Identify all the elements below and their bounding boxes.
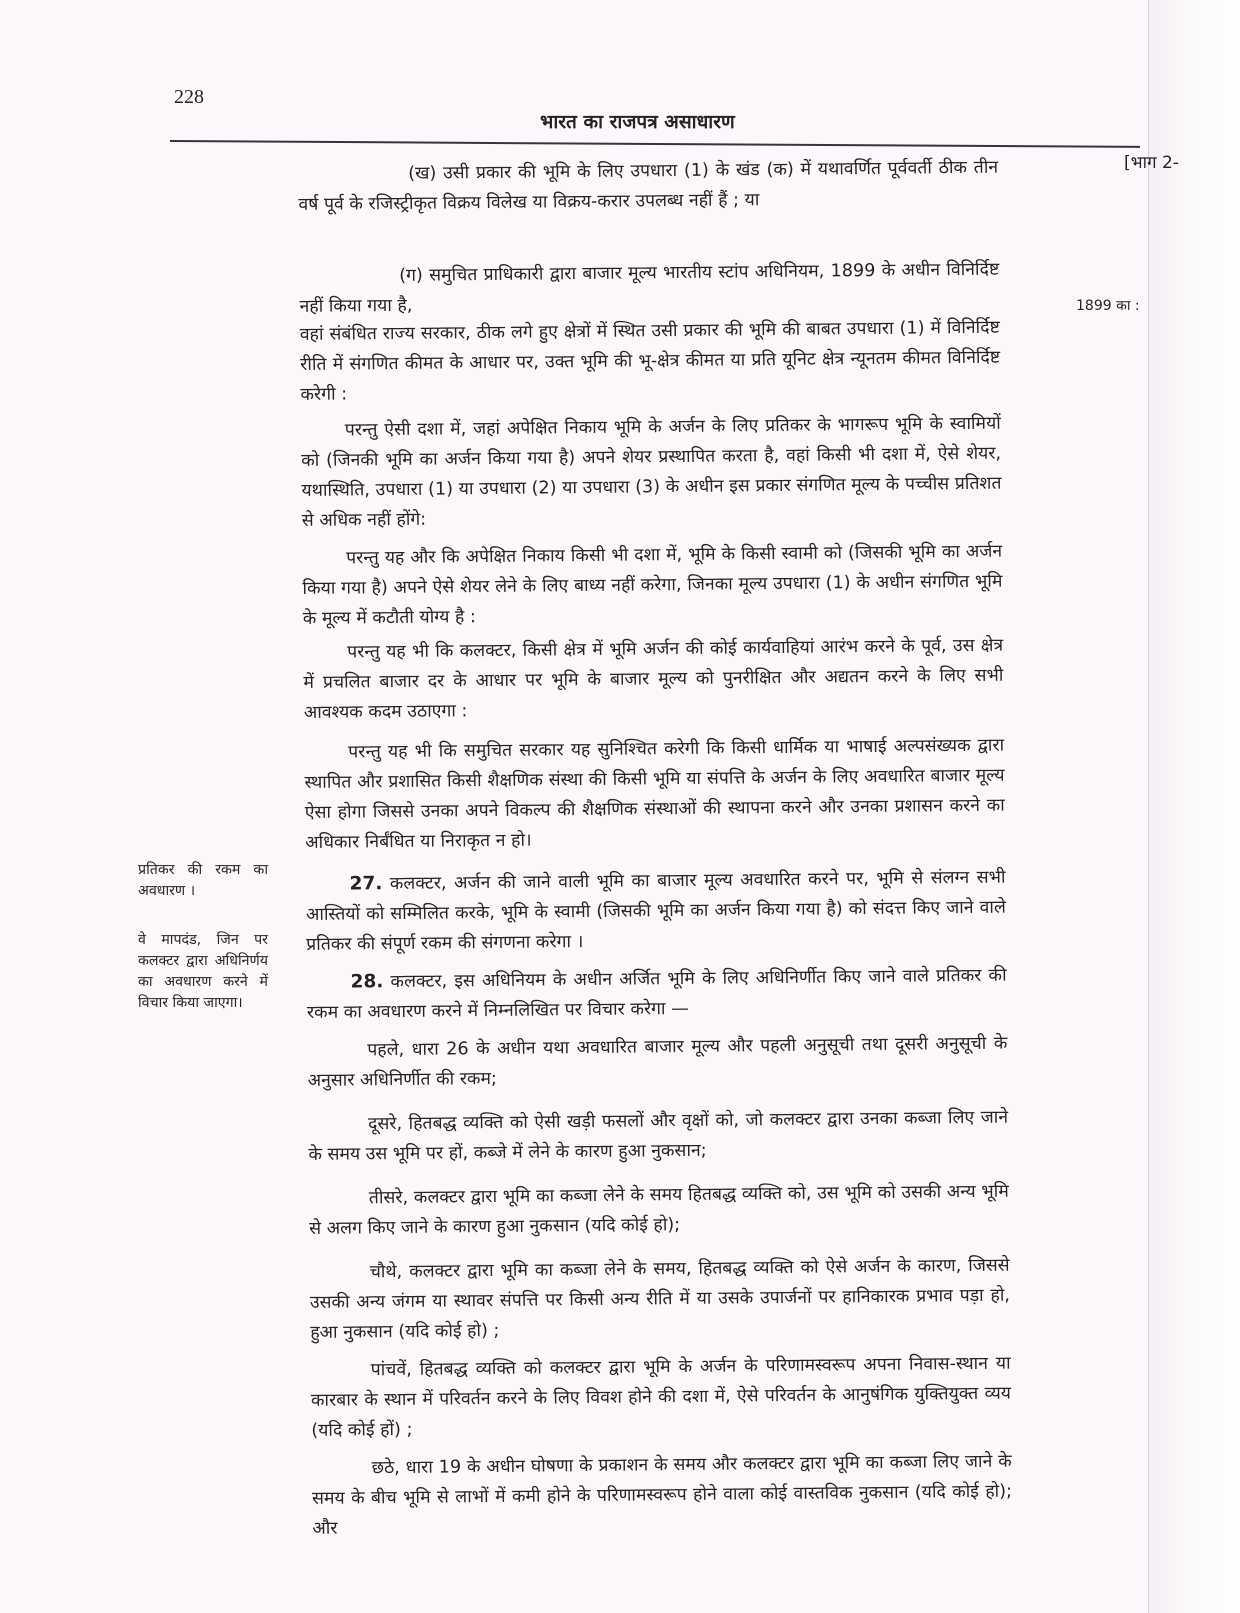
side-note-compensation: प्रतिकर की रकम का अवधारण । — [138, 862, 268, 899]
scan-edge-shadow — [1148, 0, 1240, 1613]
clause-ga: (ग) समुचित प्राधिकारी द्वारा बाजार मूल्य भारतीय स्टांप अधिनियम, 1899 के अधीन विनिर्दिष्ट नहीं किया गया है, — [299, 259, 1000, 317]
proviso-collector-revise: परन्तु यह भी कि कलक्टर, किसी क्षेत्र में भूमि अर्जन की कोई कार्यवाहियां आरंभ करने के पूर्व, उस क्षेत्र में प्रचलित बाजार दर के आधार पर भूमि के बाजार मूल्य को पुनरीक्षित और अद्यतन करने के लिए सभी आवश्यक कदम उठाएगा : — [303, 635, 1004, 723]
item-third: तीसरे, कलक्टर द्वारा भूमि का कब्जा लेने के समय हितबद्ध व्यक्ति को, उस भूमि को उसकी अन्य भूमि से अलग किए जाने के कारण हुआ नुकसान (यदि कोई हो); — [309, 1181, 1009, 1239]
paragraph-state-govt: वहां संबंधित राज्य सरकार, ठीक लगे हुए क्षेत्रों में स्थित उसी प्रकार की भूमि की बाबत उपधारा (1) में विनिर्दिष्ट रीति में संगणित कीमत के आधार पर, उक्त भूमि की भू-क्षेत्र कीमत या प्रति यूनिट क्षेत्र न्यूनतम कीमत विनिर्दिष्ट करेगी : — [299, 317, 1001, 405]
item-fifth: पांचवें, हितबद्ध व्यक्ति को कलक्टर द्वारा भूमि के अर्जन के परिणामस्वरूप अपना निवास-स्थान या कारबार के स्थान में परिवर्तन करने के लिए विवश होने की दशा में, ऐसे परिवर्तन के आनुषंगिक युक्तियुक्त व्यय (यदि कोई हों) ; — [310, 1353, 1012, 1441]
item-fourth: चौथे, कलक्टर द्वारा भूमि का कब्जा लेने के समय, हितबद्ध व्यक्ति को ऐसे अर्जन के कारण, जिससे उसकी अन्य जंगम या स्थावर संपत्ति पर किसी अन्य रीति में या उसके उपार्जनों पर हानिकारक प्रभाव पड़ा हो, हुआ नुकसान (यदि कोई हो) ; — [309, 1255, 1011, 1343]
page-number: 228 — [174, 86, 204, 108]
header-divider — [170, 140, 1140, 148]
section-28-number: 28. — [350, 971, 384, 993]
scan-edge-line — [1148, 0, 1149, 1613]
section-28 — [306, 961, 1007, 1028]
page-title: भारत का राजपत्र असाधारण — [540, 111, 735, 133]
margin-reference: 1899 का : — [1076, 298, 1140, 314]
clause-kha: (ख) उसी प्रकार की भूमि के लिए उपधारा (1) के खंड (क) में यथावर्णित पूर्ववर्ती ठीक तीन वर्ष पूर्व के रजिस्ट्रीकृत विक्रय विलेख या विक्रय-करार उपलब्ध नहीं हैं ; या — [298, 157, 999, 215]
header-part-label: [भाग 2- — [1124, 153, 1179, 173]
proviso-shares: परन्तु ऐसी दशा में, जहां अपेक्षित निकाय भूमि के अर्जन के लिए प्रतिकर के भागरूप भूमि के स्वामियों को (जिनकी भूमि का अर्जन किया गया है) अपने शेयर प्रस्थापित करता है, वहां किसी भी दशा में, ऐसे शेयर, यथास्थिति, उपधारा (1) या उपधारा (2) या उपधारा (3) के अधीन इस प्रकार संगणित मूल्य के पच्चीस प्रतिशत से अधिक नहीं होंगे: — [301, 413, 1002, 531]
body-text-column — [298, 153, 1013, 1539]
section-27-text: कलक्टर, अर्जन की जाने वाली भूमि का बाजार मूल्य अवधारित करने पर, भूमि से संलग्न सभी आस्तियों को सम्मिलित करके, भूमि के स्वामी (जिसकी भूमि का अर्जन किया गया है) को संदत्त किए जाने वाले प्रतिकर की संपूर्ण रकम की संगणना करेगा । — [305, 867, 1006, 955]
item-sixth: छठे, धारा 19 के अधीन घोषणा के प्रकाशन के समय और कलक्टर द्वारा भूमि का कब्जा लिए जाने के समय के बीच भूमि से लाभों में कमी होने के परिणामस्वरूप होने वाला कोई वास्तविक नुकसान (यदि कोई हो); और — [311, 1451, 1013, 1539]
side-note-criteria: वे मापदंड, जिन पर कलक्टर द्वारा अधिनिर्णय का अवधारण करने में विचार किया जाएगा। — [138, 932, 268, 1011]
section-27 — [305, 863, 1006, 960]
section-27-number: 27. — [349, 873, 383, 895]
item-second: दूसरे, हितबद्ध व्यक्ति को ऐसी खड़ी फसलों और वृक्षों को, जो कलक्टर द्वारा उनका कब्जा लिए जाने के समय उस भूमि पर हों, कब्जे में लेने के कारण हुआ नुकसान; — [308, 1107, 1009, 1165]
section-28-text: कलक्टर, इस अधिनियम के अधीन अर्जित भूमि के लिए अधिनिर्णीत किए जाने वाले प्रतिकर की रकम का अवधारण करने में निम्नलिखित पर विचार करेगा — — [306, 965, 1007, 1023]
proviso-minority-institutions: परन्तु यह भी कि समुचित सरकार यह सुनिश्चित करेगी कि किसी धार्मिक या भाषाई अल्पसंख्यक द्वारा स्थापित और प्रशासित किसी शैक्षणिक संस्था की किसी भूमि या संपत्ति के अर्जन के लिए अवधारित बाजार मूल्य ऐसा होगा जिससे उनका अपने विकल्प की शैक्षणिक संस्थाओं की स्थापना करने और उनका प्रशासन करने का अधिकार निर्बंधित या निराकृत न हो। — [304, 735, 1005, 853]
proviso-not-compel: परन्तु यह और कि अपेक्षित निकाय किसी भी दशा में, भूमि के किसी स्वामी को (जिसकी भूमि का अर्जन किया गया है) अपने ऐसे शेयर लेने के लिए बाध्य नहीं करेगा, जिनका मूल्य उपधारा (1) के अधीन संगणित भूमि के मूल्य में कटौती योग्य है : — [302, 541, 1003, 629]
item-first: पहले, धारा 26 के अधीन यथा अवधारित बाजार मूल्य और पहली अनुसूची तथा दूसरी अनुसूची के अनुसार अधिनिर्णीत की रकम; — [307, 1033, 1008, 1091]
